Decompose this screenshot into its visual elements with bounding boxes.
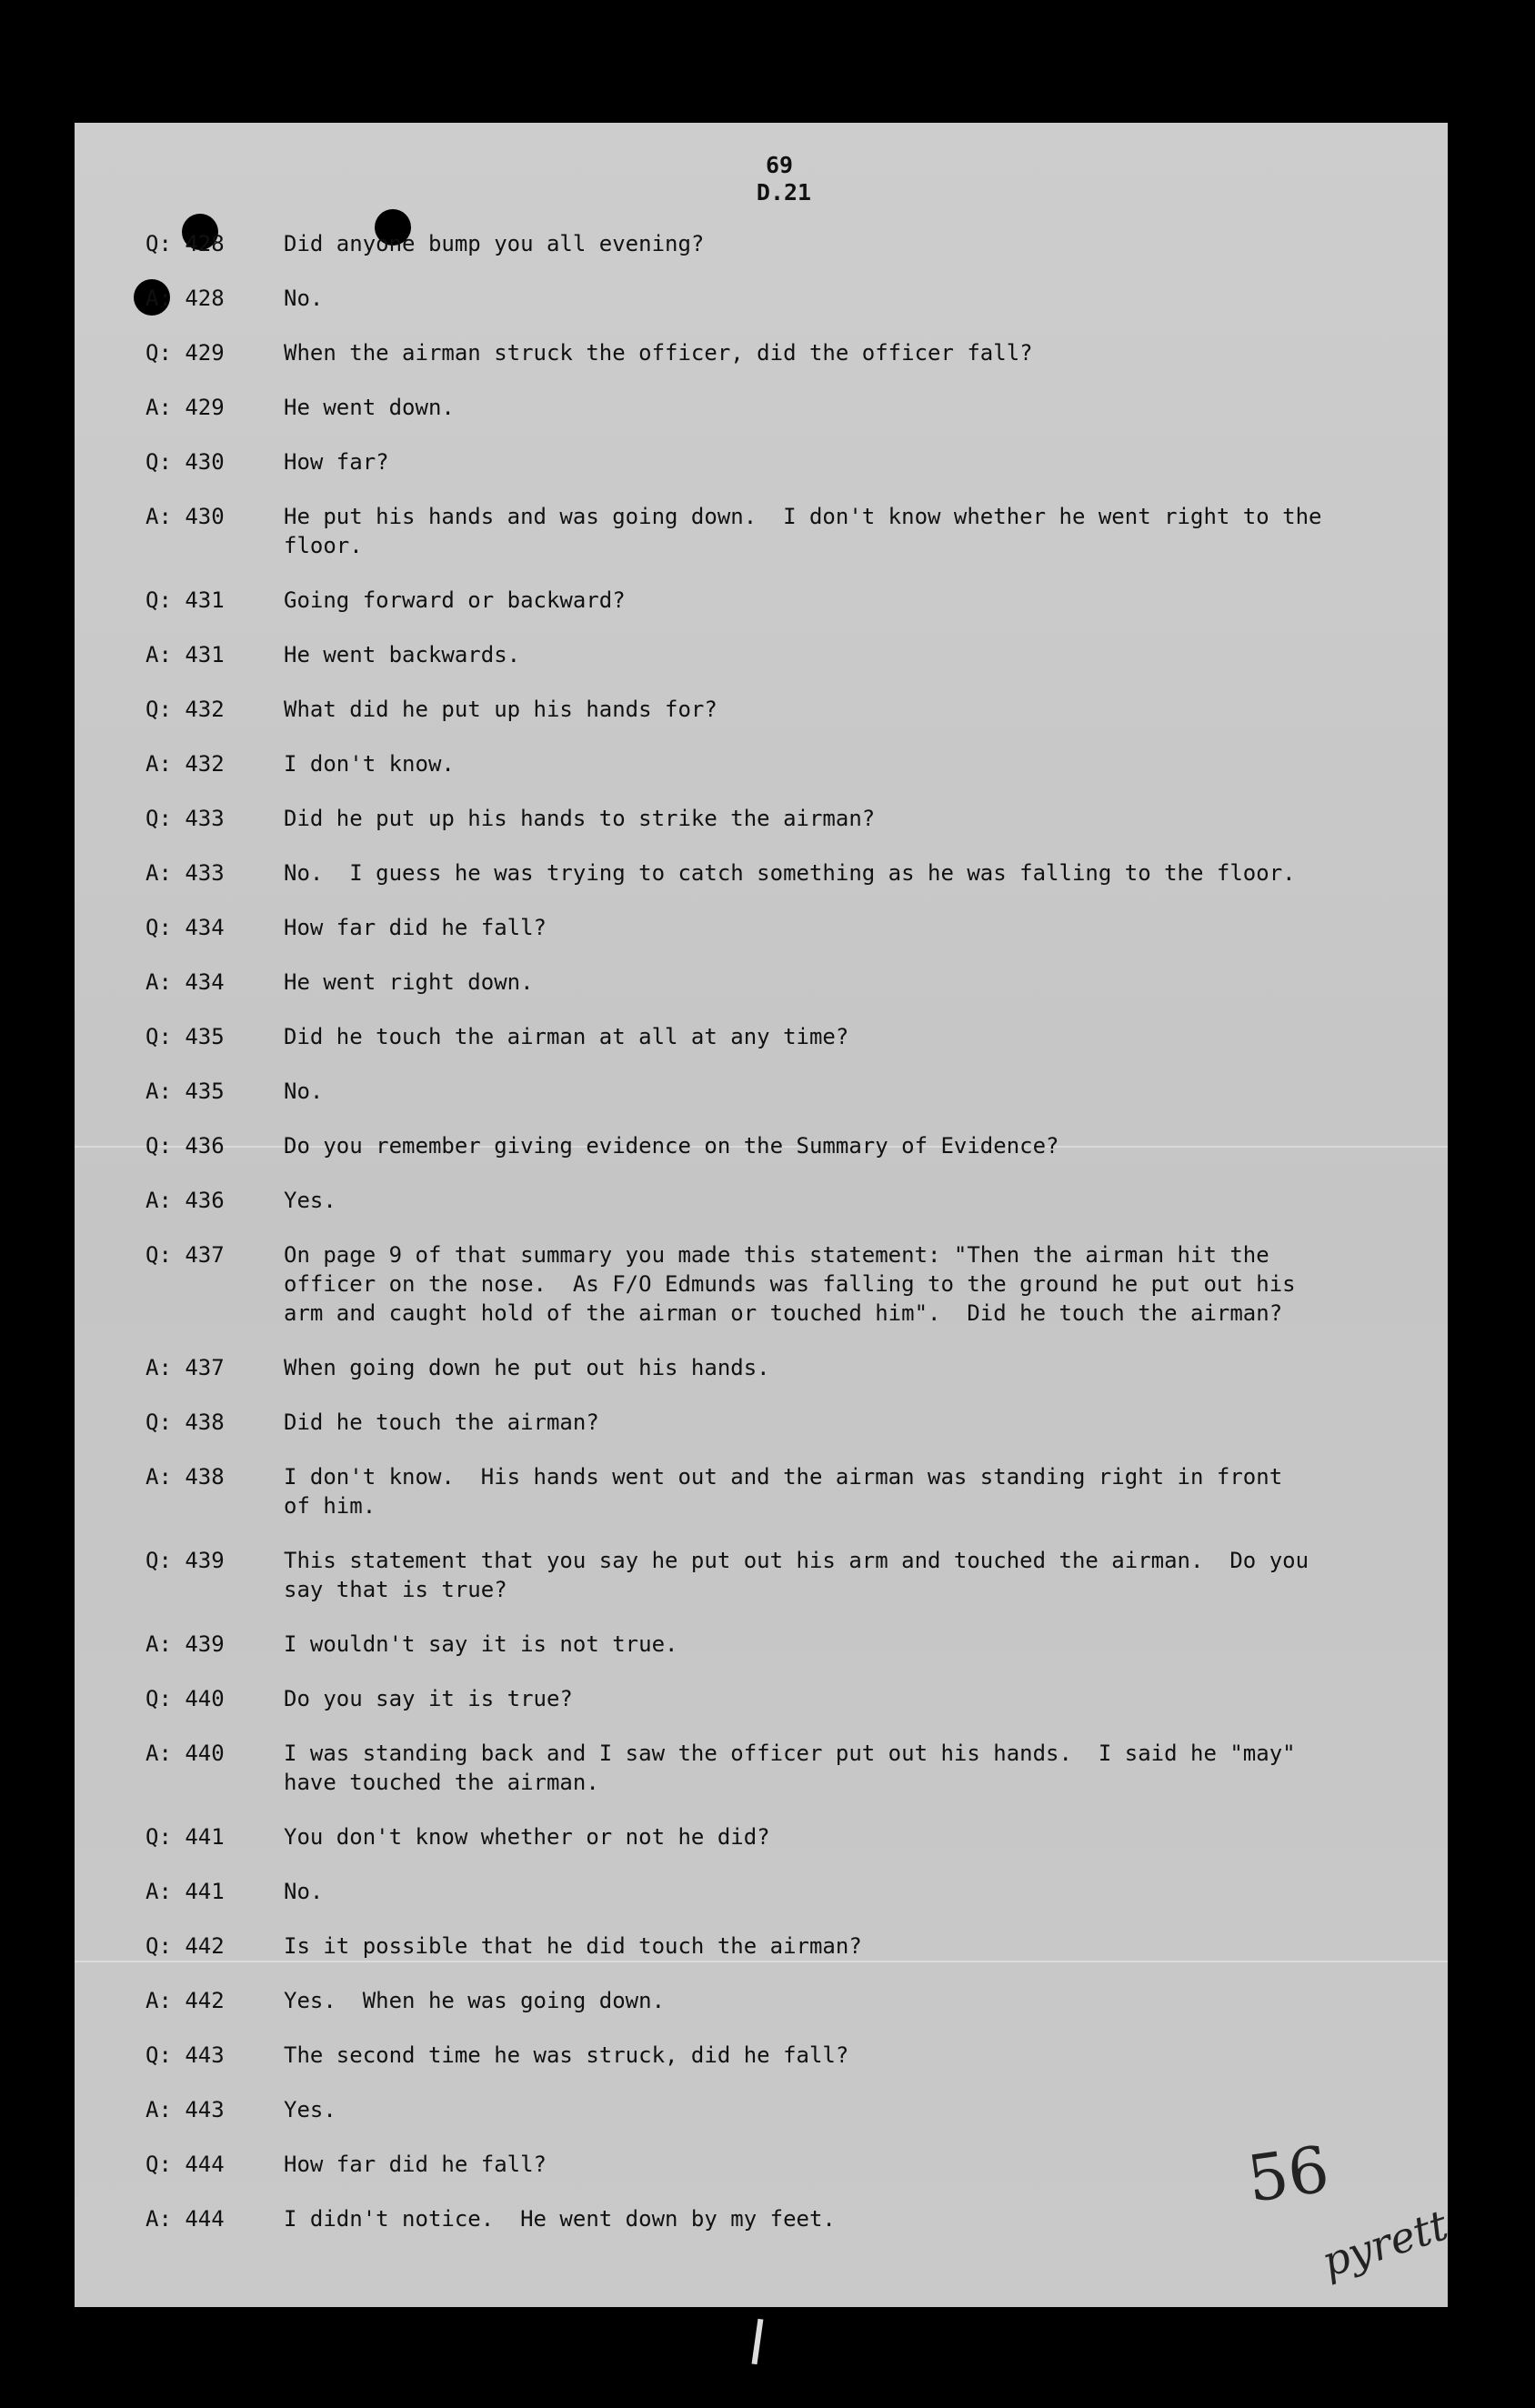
transcript-entry	[75, 1684, 1448, 1713]
entry-label: A: 434	[145, 969, 225, 995]
entry-label: A: 439	[145, 1631, 225, 1657]
transcript-entry	[75, 1353, 1448, 1382]
entry-text: Did he touch the airman at all at any time?	[284, 1024, 849, 1049]
entry-label: Q: 433	[145, 806, 225, 831]
entry-text: He went right down.	[284, 969, 534, 995]
handwritten-page-mark: 56	[1242, 2132, 1334, 2217]
transcript-entry	[75, 804, 1448, 833]
transcript-entry	[75, 749, 1448, 778]
page-number: 69	[765, 152, 794, 178]
entry-label: A: 443	[145, 2097, 225, 2122]
entry-text: Going forward or backward?	[284, 587, 626, 613]
transcript-entry	[75, 2095, 1448, 2124]
entry-label: A: 430	[145, 504, 225, 529]
entry-label: A: 437	[145, 1355, 225, 1380]
transcript-entry	[75, 1546, 1448, 1604]
entry-label: A: 433	[145, 860, 225, 886]
entry-text: Do you say it is true?	[284, 1686, 573, 1711]
transcript-entry	[75, 1822, 1448, 1851]
entry-label: A: 438	[145, 1464, 225, 1490]
entry-text: How far?	[284, 449, 389, 475]
transcript-entry	[75, 229, 1448, 258]
page-header	[75, 152, 1448, 206]
entry-text: Did anyone bump you all evening?	[284, 231, 705, 256]
transcript-entry	[75, 1240, 1448, 1328]
entry-text: He put his hands and was going down. I don't know whether he went right to the floor.	[284, 504, 1322, 558]
entry-text: I didn't notice. He went down by my feet.	[284, 2206, 836, 2232]
entry-label: A: 442	[145, 1988, 225, 2013]
document-page	[75, 123, 1454, 2307]
entry-label: A: 429	[145, 395, 225, 420]
transcript-entry	[75, 1931, 1448, 1961]
entry-label: A: 432	[145, 751, 225, 777]
entry-label: A: 436	[145, 1188, 225, 1213]
entry-label: Q: 440	[145, 1686, 225, 1711]
transcript-entry	[75, 586, 1448, 615]
transcript-entry	[75, 1877, 1448, 1906]
entry-text: Did he touch the airman?	[284, 1410, 599, 1435]
transcript-entry	[75, 1462, 1448, 1520]
entry-text: You don't know whether or not he did?	[284, 1824, 770, 1850]
transcript-entry	[75, 1739, 1448, 1797]
transcript-entry	[75, 858, 1448, 888]
entry-label: A: 444	[145, 2206, 225, 2232]
entry-label: Q: 434	[145, 915, 225, 940]
entry-text: I was standing back and I saw the officer put out his hands. I said he "may" have touched the airman.	[284, 1741, 1296, 1795]
entry-label: Q: 430	[145, 449, 225, 475]
entry-text: I don't know.	[284, 751, 455, 777]
entry-text: How far did he fall?	[284, 915, 547, 940]
transcript-entry	[75, 695, 1448, 724]
entry-text: Did he put up his hands to strike the airman?	[284, 806, 876, 831]
transcript-entry	[75, 1986, 1448, 2015]
entry-label: A: 440	[145, 1741, 225, 1766]
transcript-entry	[75, 640, 1448, 669]
transcript-entry	[75, 1186, 1448, 1215]
document-reference: D.21	[756, 179, 812, 206]
entry-text: How far did he fall?	[284, 2152, 547, 2177]
transcript-entry	[75, 502, 1448, 560]
transcript-entry	[75, 1022, 1448, 1051]
entry-label: Q: 428	[145, 231, 225, 256]
entry-label: Q: 435	[145, 1024, 225, 1049]
entry-label: Q: 439	[145, 1548, 225, 1573]
handwritten-bottom-mark	[752, 2319, 764, 2364]
transcript-entry	[75, 2041, 1448, 2070]
entry-text: This statement that you say he put out his arm and touched the airman. Do you say that is true?	[284, 1548, 1309, 1602]
entry-label: Q: 442	[145, 1933, 225, 1959]
entry-label: A: 435	[145, 1079, 225, 1104]
entry-text: No.	[284, 1879, 324, 1904]
entry-label: Q: 437	[145, 1242, 225, 1268]
entry-text: Yes.	[284, 1188, 336, 1213]
entry-text: What did he put up his hands for?	[284, 697, 717, 722]
entry-text: I wouldn't say it is not true.	[284, 1631, 678, 1657]
entry-label: Q: 429	[145, 340, 225, 366]
entry-text: The second time he was struck, did he fall?	[284, 2042, 849, 2068]
entry-text: I don't know. His hands went out and the airman was standing right in front of him.	[284, 1464, 1283, 1519]
entry-label: A: 428	[145, 286, 225, 311]
entry-label: Q: 436	[145, 1133, 225, 1159]
entry-text: Yes.	[284, 2097, 336, 2122]
entry-text: He went backwards.	[284, 642, 521, 667]
transcript-entry	[75, 447, 1448, 477]
transcript-entry	[75, 913, 1448, 942]
entry-label: Q: 443	[145, 2042, 225, 2068]
entry-text: Yes. When he was going down.	[284, 1988, 666, 2013]
transcript-entry	[75, 338, 1448, 367]
entry-text: Do you remember giving evidence on the Summary of Evidence?	[284, 1133, 1059, 1159]
entry-text: When the airman struck the officer, did the officer fall?	[284, 340, 1033, 366]
transcript-entry	[75, 1630, 1448, 1659]
entry-label: Q: 444	[145, 2152, 225, 2177]
entry-text: No.	[284, 286, 324, 311]
entry-label: Q: 432	[145, 697, 225, 722]
transcript-entry	[75, 284, 1448, 313]
transcript-entry	[75, 968, 1448, 997]
entry-text: No. I guess he was trying to catch something as he was falling to the floor.	[284, 860, 1296, 886]
entry-text: When going down he put out his hands.	[284, 1355, 770, 1380]
entry-label: A: 431	[145, 642, 225, 667]
transcript-entry	[75, 2150, 1448, 2179]
entry-label: Q: 438	[145, 1410, 225, 1435]
entry-label: A: 441	[145, 1879, 225, 1904]
transcript-entry	[75, 2204, 1448, 2233]
transcript-entry	[75, 1131, 1448, 1160]
entry-label: Q: 431	[145, 587, 225, 613]
entry-text: No.	[284, 1079, 324, 1104]
entry-text: He went down.	[284, 395, 455, 420]
entry-text: On page 9 of that summary you made this statement: "Then the airman hit the officer on the nose. As F/O Edmunds was falling to the ground he put out his arm and caught hold of the airman or touched him". Did he touch the airman?	[284, 1242, 1296, 1326]
transcript-entry	[75, 393, 1448, 422]
transcript	[75, 229, 1448, 2259]
transcript-entry	[75, 1077, 1448, 1106]
transcript-entry	[75, 1408, 1448, 1437]
handwritten-signature: pyrett	[1316, 2200, 1454, 2287]
entry-text: Is it possible that he did touch the airman?	[284, 1933, 862, 1959]
entry-label: Q: 441	[145, 1824, 225, 1850]
